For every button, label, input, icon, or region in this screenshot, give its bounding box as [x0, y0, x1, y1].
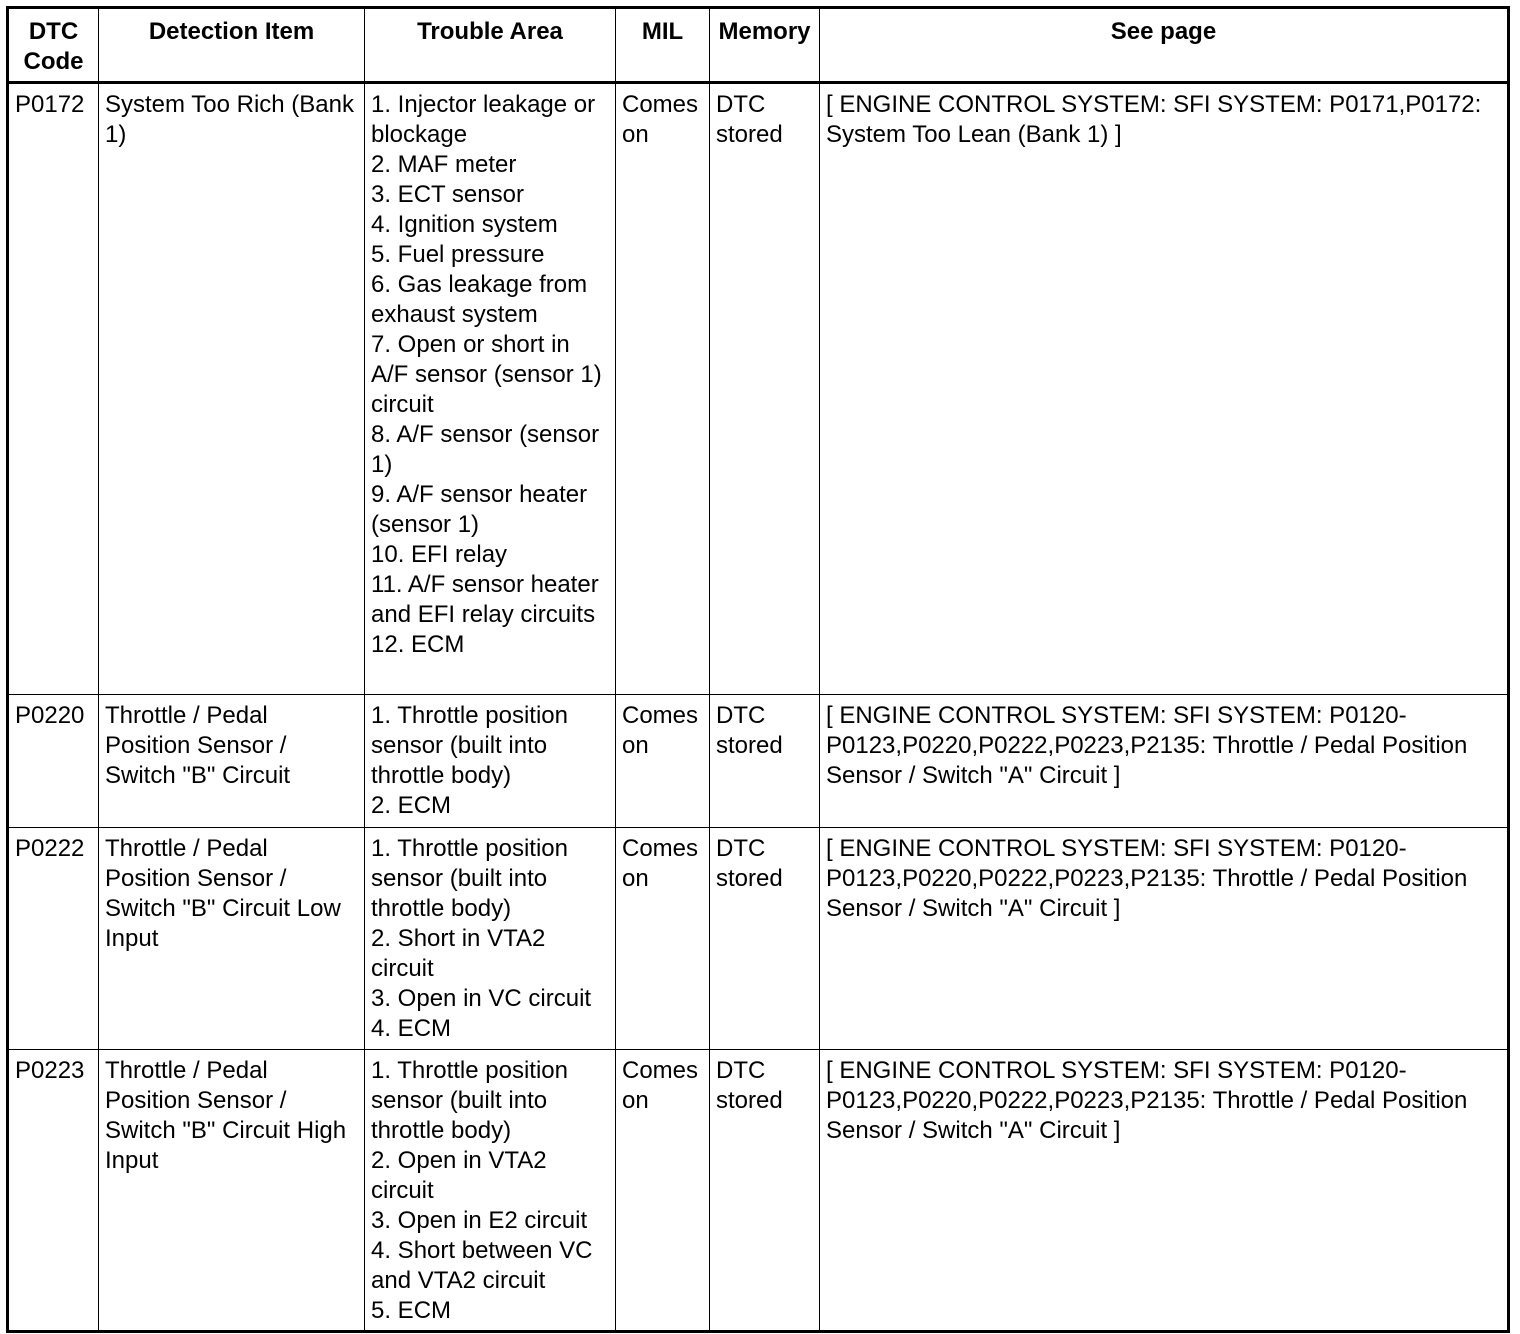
table-row: [8, 828, 1509, 1050]
trouble-area-item: 6. Gas leakage from exhaust system: [371, 271, 588, 328]
detection-item-cell: Throttle / Pedal Position Sensor / Switch "B" Circuit: [99, 695, 365, 828]
dtc-code-cell: P0222: [8, 828, 99, 1050]
trouble-area-item: 4. Short between VC and VTA2 circuit: [371, 1237, 593, 1294]
mil-cell: Comes on: [616, 828, 710, 1050]
trouble-area-item: 4. ECM: [371, 1015, 452, 1042]
header-see-page: See page: [820, 8, 1509, 83]
mil-cell: Comes on: [616, 83, 710, 695]
trouble-area-item: 9. A/F sensor heater (sensor 1): [371, 481, 588, 538]
header-detection-item: Detection Item: [99, 8, 365, 83]
memory-cell: DTC stored: [710, 1050, 820, 1332]
trouble-area-item: 2. Open in VTA2 circuit: [371, 1147, 547, 1204]
dtc-code-cell: P0220: [8, 695, 99, 828]
header-row: [8, 8, 1509, 83]
trouble-area-item: 2. MAF meter: [371, 151, 517, 178]
see-page-link: [ ENGINE CONTROL SYSTEM: SFI SYSTEM: P0171,P0172: System Too Lean (Bank 1) ]: [820, 83, 1509, 695]
trouble-area-item: 2. ECM: [371, 792, 452, 819]
header-trouble-area: Trouble Area: [365, 8, 616, 83]
dtc-table: [6, 6, 1510, 1333]
detection-item-cell: Throttle / Pedal Position Sensor / Switch "B" Circuit High Input: [99, 1050, 365, 1332]
detection-item-cell: System Too Rich (Bank 1): [99, 83, 365, 695]
trouble-area-item: 3. Open in E2 circuit: [371, 1207, 588, 1234]
trouble-area-item: 3. ECT sensor: [371, 181, 524, 208]
header-mil: MIL: [616, 8, 710, 83]
trouble-area-item: 7. Open or short in A/F sensor (sensor 1) circuit: [371, 331, 602, 418]
header-memory: Memory: [710, 8, 820, 83]
table-row: [8, 695, 1509, 828]
memory-cell: DTC stored: [710, 828, 820, 1050]
trouble-area-item: 1. Throttle position sensor (built into throttle body): [371, 835, 569, 922]
trouble-area-item: 1. Injector leakage or blockage: [371, 91, 596, 148]
trouble-area-item: 8. A/F sensor (sensor 1): [371, 421, 600, 478]
trouble-area-cell: [365, 828, 616, 1050]
trouble-area-item: 1. Throttle position sensor (built into throttle body): [371, 702, 569, 789]
mil-cell: Comes on: [616, 695, 710, 828]
trouble-area-item: 2. Short in VTA2 circuit: [371, 925, 546, 982]
see-page-link: [ ENGINE CONTROL SYSTEM: SFI SYSTEM: P0120-P0123,P0220,P0222,P0223,P2135: Throttle / Pedal Position Sensor / Switch "A" Circuit ]: [820, 695, 1509, 828]
trouble-area-cell: [365, 83, 616, 695]
dtc-code-cell: P0172: [8, 83, 99, 695]
trouble-area-item: 3. Open in VC circuit: [371, 985, 592, 1012]
trouble-area-cell: [365, 1050, 616, 1332]
header-dtc-code: DTC Code: [8, 8, 99, 83]
detection-item-cell: Throttle / Pedal Position Sensor / Switch "B" Circuit Low Input: [99, 828, 365, 1050]
table-row: [8, 1050, 1509, 1332]
see-page-link: [ ENGINE CONTROL SYSTEM: SFI SYSTEM: P0120-P0123,P0220,P0222,P0223,P2135: Throttle / Pedal Position Sensor / Switch "A" Circuit ]: [820, 1050, 1509, 1332]
memory-cell: DTC stored: [710, 695, 820, 828]
trouble-area-item: 5. ECM: [371, 1297, 452, 1324]
trouble-area-item: 5. Fuel pressure: [371, 241, 545, 268]
see-page-link: [ ENGINE CONTROL SYSTEM: SFI SYSTEM: P0120-P0123,P0220,P0222,P0223,P2135: Throttle / Pedal Position Sensor / Switch "A" Circuit ]: [820, 828, 1509, 1050]
trouble-area-item: 10. EFI relay: [371, 541, 508, 568]
mil-cell: Comes on: [616, 1050, 710, 1332]
memory-cell: DTC stored: [710, 83, 820, 695]
trouble-area-item: 12. ECM: [371, 631, 465, 658]
trouble-area-item: 1. Throttle position sensor (built into throttle body): [371, 1057, 569, 1144]
trouble-area-cell: [365, 695, 616, 828]
table-row: [8, 83, 1509, 695]
trouble-area-item: 11. A/F sensor heater and EFI relay circuits: [371, 571, 599, 628]
trouble-area-item: 4. Ignition system: [371, 211, 558, 238]
dtc-code-cell: P0223: [8, 1050, 99, 1332]
